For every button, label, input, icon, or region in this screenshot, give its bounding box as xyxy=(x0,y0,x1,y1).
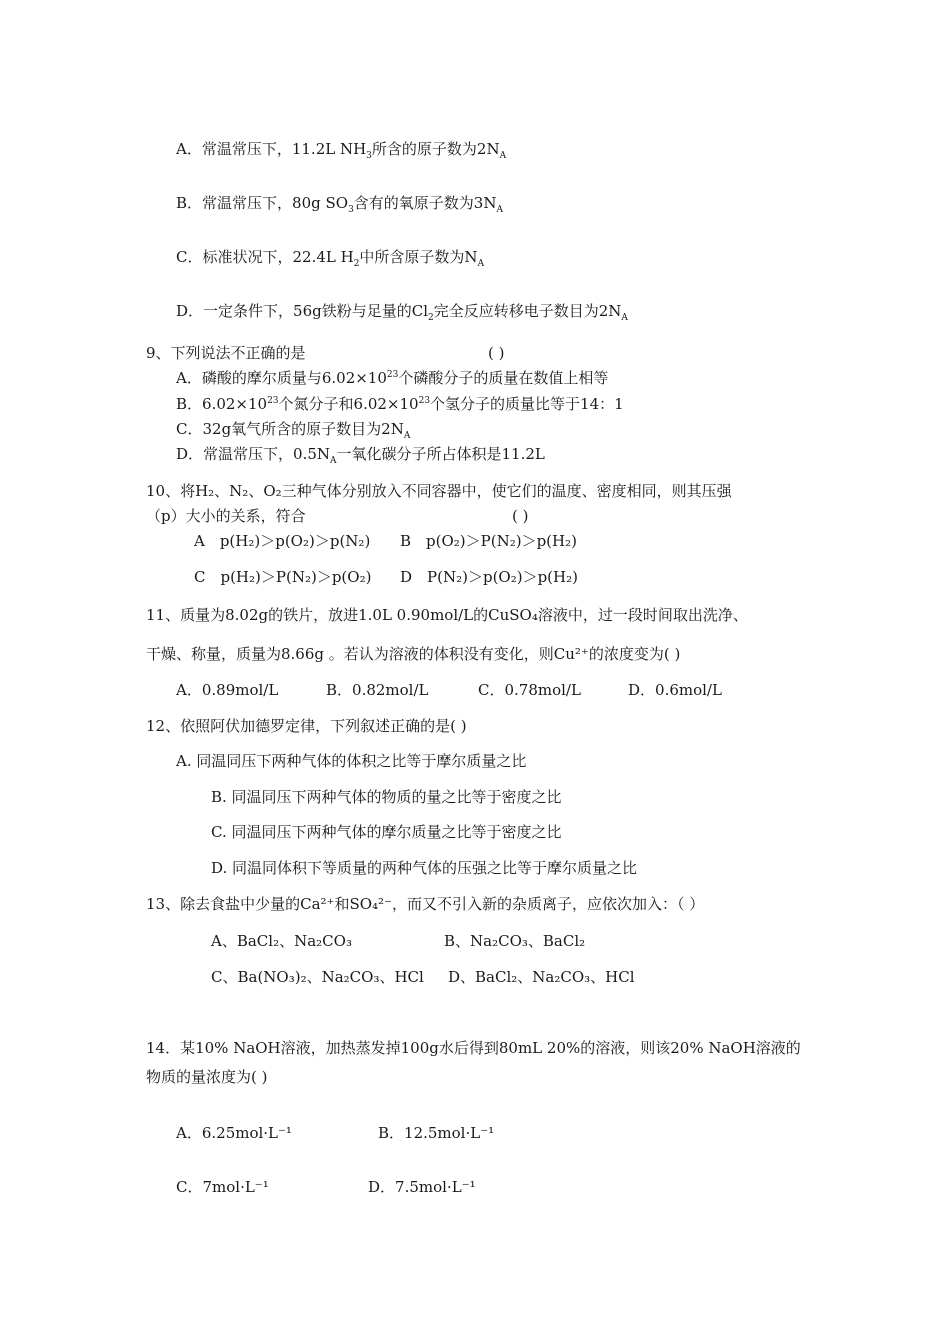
q9-option-c: C．32g氧气所含的原子数目为$2N_A$ xyxy=(176,420,411,441)
q14-stem: 14．某10% NaOH溶液，加热蒸发掉100g水后得到80mL 20%的溶液，则该20% NaOH溶液的 xyxy=(146,1039,801,1057)
q11-stem: 11、质量为8.02g的铁片，放进1.0L 0.90mol/L的CuSO₄溶液中，过一段时间取出洗净、 xyxy=(146,606,748,624)
q11-option-b: B．0.82mol/L xyxy=(326,681,429,699)
q9-option-d: D．常温常压下，$0.5N_A$一氧化碳分子所占体积是11.2L xyxy=(176,445,545,466)
q14-option-d: D．7.5mol·L⁻¹ xyxy=(368,1178,476,1196)
q8-option-d: D．一定条件下，56g铁粉与足量的$Cl_2$完全反应转移电子数目为$2N_A$ xyxy=(176,302,628,323)
q12-option-a: A. 同温同压下两种气体的体积之比等于摩尔质量之比 xyxy=(176,752,527,770)
q14-option-a: A．6.25mol·L⁻¹ xyxy=(176,1124,292,1142)
q8-option-c: C．标准状况下，22.4L $H_2$中所含原子数为$N_A$ xyxy=(176,248,485,269)
q9-stem: 9、下列说法不正确的是 xyxy=(146,344,306,362)
q10-stem: 10、将H₂、N₂、O₂三种气体分别放入不同容器中，使它们的温度、密度相同，则其压强 xyxy=(146,482,732,500)
q8-option-a: A．常温常压下，11.2L $NH_3$所含的原子数为$2N_A$ xyxy=(176,140,507,161)
q14-option-b: B．12.5mol·L⁻¹ xyxy=(378,1124,495,1142)
q10-stem-cont: （p）大小的关系，符合 xyxy=(146,507,306,525)
q12-option-b: B. 同温同压下两种气体的物质的量之比等于密度之比 xyxy=(211,788,562,806)
q14-option-c: C．7mol·L⁻¹ xyxy=(176,1178,269,1196)
q11-option-c: C．0.78mol/L xyxy=(478,681,581,699)
q13-option-c: C、Ba(NO₃)₂、Na₂CO₃、HCl xyxy=(211,968,424,986)
q8-option-b: B．常温常压下，80g $SO_3$含有的氧原子数为$3N_A$ xyxy=(176,194,503,215)
q12-option-c: C. 同温同压下两种气体的摩尔质量之比等于密度之比 xyxy=(211,823,562,841)
q10-option-b: B p(O₂)＞P(N₂)＞p(H₂) xyxy=(400,532,577,550)
q10-option-a: A p(H₂)＞p(O₂)＞p(N₂) xyxy=(194,532,371,550)
q13-stem: 13、除去食盐中少量的Ca²⁺和SO₄²⁻，而又不引入新的杂质离子，应依次加入：（ ） xyxy=(146,895,705,913)
q9-option-a: A．磷酸的摩尔质量与$6.02\times 10^{23}$个磷酸分子的质量在数值上相等 xyxy=(176,369,609,387)
q12-stem: 12、依照阿伏加德罗定律，下列叙述正确的是( ) xyxy=(146,717,467,735)
q14-stem-cont: 物质的量浓度为( ) xyxy=(146,1068,268,1086)
q10-answer-paren: ( ) xyxy=(512,507,529,525)
q9-option-b: B．$6.02\times 10^{23}$个氮分子和$6.02\times 10^{23}$个氢分子的质量比等于14：1 xyxy=(176,395,624,413)
q11-stem-cont: 干燥、称量，质量为8.66g 。若认为溶液的体积没有变化，则Cu²⁺的浓度变为( ) xyxy=(146,645,681,663)
q10-option-d: D P(N₂)＞p(O₂)＞p(H₂) xyxy=(400,568,578,586)
q11-option-a: A．0.89mol/L xyxy=(176,681,279,699)
q11-option-d: D．0.6mol/L xyxy=(628,681,722,699)
q12-option-d: D. 同温同体积下等质量的两种气体的压强之比等于摩尔质量之比 xyxy=(211,859,638,877)
q13-option-b: B、Na₂CO₃、BaCl₂ xyxy=(444,932,586,950)
q10-option-c: C p(H₂)＞P(N₂)＞p(O₂) xyxy=(194,568,372,586)
q9-answer-paren: ( ) xyxy=(488,344,505,362)
q13-option-d: D、BaCl₂、Na₂CO₃、HCl xyxy=(448,968,635,986)
q13-option-a: A、BaCl₂、Na₂CO₃ xyxy=(211,932,352,950)
